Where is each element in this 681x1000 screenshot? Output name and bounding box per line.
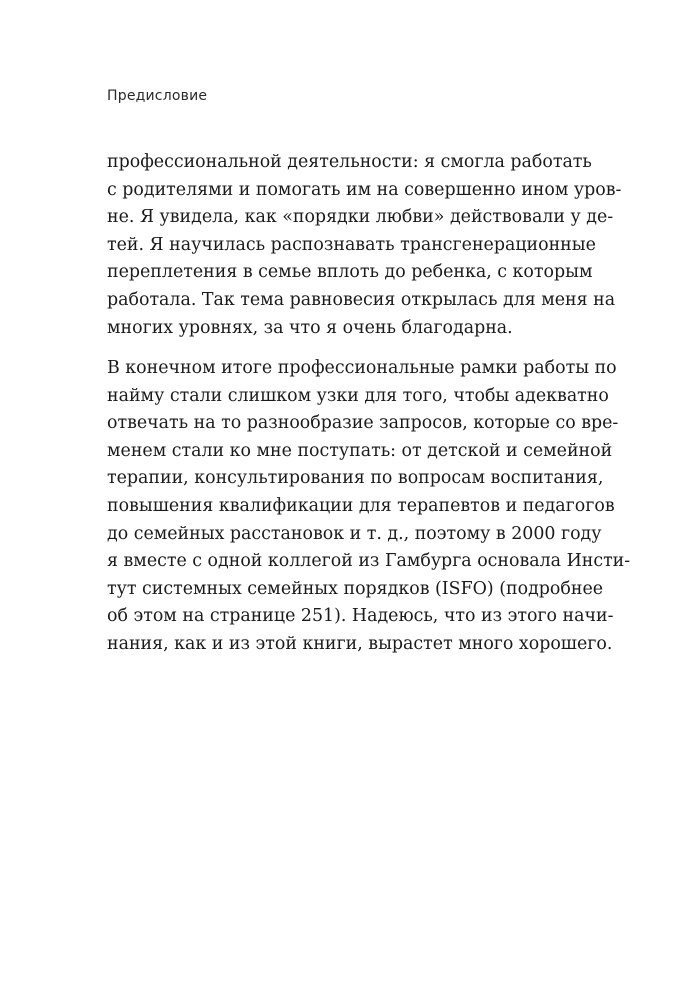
text-line: до семейных расстановок и т. д., поэтому в 2000 году bbox=[107, 523, 602, 544]
text-line: нания, как и из этой книги, вырастет много хорошего. bbox=[107, 633, 613, 654]
paragraph-1 bbox=[107, 149, 622, 342]
text-line: с родителями и помогать им на совершенно ином уров- bbox=[107, 179, 622, 200]
text-line: найму стали слишком узки для того, чтобы адекватно bbox=[107, 385, 609, 406]
text-line: терапии, консультирования по вопросам воспитания, bbox=[107, 468, 604, 489]
text-line: тей. Я научилась распознавать трансгенерационные bbox=[107, 234, 596, 255]
text-line: В конечном итоге профессиональные рамки работы по bbox=[107, 358, 617, 378]
text-line: работала. Так тема равновесия открылась для меня на bbox=[107, 289, 616, 310]
text-line: тут системных семейных порядков (ISFO) (подробнее bbox=[107, 578, 604, 599]
text-line: об этом на странице 251). Надеюсь, что из этого начи- bbox=[107, 606, 614, 627]
running-header: Предисловие bbox=[107, 88, 208, 104]
text-line: повышения квалификации для терапевтов и педагогов bbox=[107, 495, 615, 516]
text-line: менем стали ко мне поступать: от детской и семейной bbox=[107, 440, 613, 461]
text-line: профессиональной деятельности: я смогла работать bbox=[107, 152, 592, 172]
text-line: переплетения в семье вплоть до ребенка, с которым bbox=[107, 262, 593, 283]
text-line: я вместе с одной коллегой из Гамбурга основала Инсти- bbox=[107, 551, 631, 572]
text-line: отвечать на то разнообразие запросов, которые со вре- bbox=[107, 413, 619, 434]
text-line: не. Я увидела, как «порядки любви» действовали у де- bbox=[107, 207, 614, 228]
text-line: многих уровнях, за что я очень благодарна. bbox=[107, 317, 513, 338]
paragraph-2 bbox=[107, 355, 631, 659]
